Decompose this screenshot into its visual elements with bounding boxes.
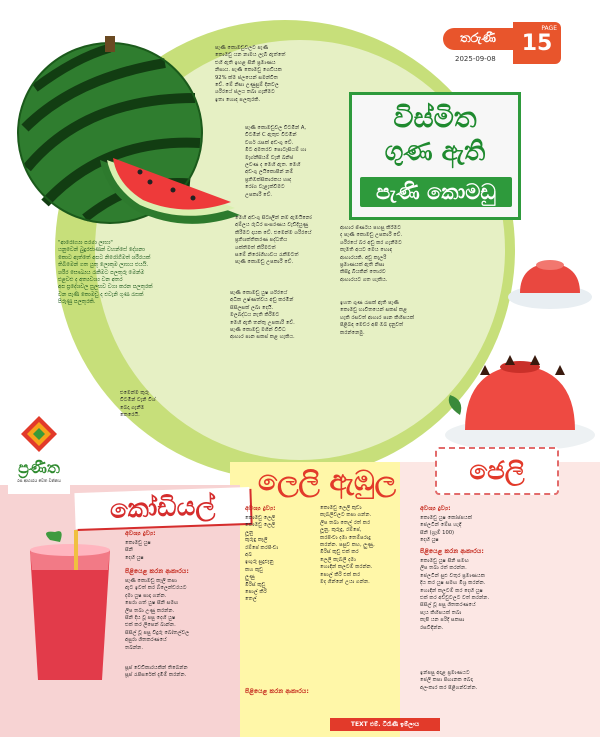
cordial-ingredients-heading: අවශ්‍ය ද්‍රව්‍ය: [125,530,156,537]
jelly-method: කොමඩු යුෂ සීනි සමඟ ලිප තබා රත් කරන්න. ජෙලටින් සුළු වතුර ප්‍රමාණයක දිය කර යුෂ සමඟ මිශ්‍ර කරන්න. හොඳින් කලවම් කර දෙහි යුෂ එක් කර අච්චුවලට වත් කරන්න. සිසිල් වූ පසු ශීතකරණයේ පැය කිහිපයක් තබා කැපී යන පරිදි සකසා රසවිඳින්න. [420,558,490,631]
cordial-method: පැණි කොමඩු කෑලි කපා ඇට ඉවත් කර බ්ලෙන්ඩරයට දමා යුෂ සාදා ගන්න. පෙරා ගත් යුෂ සීනි සමඟ ලිප තබා උණු කරන්න. සීනි දිය වූ පසු දෙහි යුෂ එක් කර ලිපෙන් බාන්න. සිසිල් වූ පසු වීදුරු බෝතල්වල අසුරා ශීතකරණයේ තබන්න. [125,578,190,651]
leli-method-heading: පිළියෙළ කරන ආකාරය: [245,688,309,695]
issue-date: 2025-09-08 [455,55,496,63]
leli-title: ලෙලි ඇඹුල [258,464,396,497]
jelly-ingredients-heading: අවශ්‍ය ද්‍රව්‍ය: [420,505,451,512]
circle-text-right3: ඉහත ගුණ රැසක් ඇති පැණි කොමඩු භාවිතයෙන් සකස් කළ හැකි රසවත් ආහාර පාන කිහිපයක් පිළිබඳ මෙවර අපි ඔබ දැනුවත් කරන්නෙමු. [340,300,415,336]
leli-method: කොමඩු ලෙලි කුඩා කැබලිවලට කපා ගන්න. ලිප තබා තෙල් රත් කර ලූනු, කුරුඳු, රම්පේ, කරපිංචා දමා තෙම්පරාදු කරන්න. පසුව කහ, ලුණු, මිරිස් කුඩු එක් කර ලෙලි කැබලි දමා හොඳින් කලවම් කරන්න. පොල් කිරි එක් කර මද ගින්නේ උයා ගන්න. [320,505,375,586]
intro-quote: "ආරෝග්‍යා පරමා ලාභා" යනුවෙන් බුදුරජාණන් වහන්සේ දේශනා කොට ඇත්තේ අපට නිරෝගීමත් ශරීරයක් තිබීමෙන් ගත යුතු ලොකුම ලාභය එයයි. ශරීර සෞඛ්‍යය රැකීමට පලතුරු මෙන්ම එළවළු ද අත්‍යවශ්‍ය වන අතර අප ප්‍රදේශවල සුලභව වගා කරන පලතුරක් වන පැණි කොමඩු ද එවැනි ගුණ රැසක් පිරුණු පලතුරකි. [58,240,153,306]
page-number: 15 [521,31,553,56]
left-bottom-text: එමෙන්ම කුරු විටමින් වැනි විශ් බෙදා ගැනීම කෙරෙයි. [120,390,156,419]
circle-text-right2: ආහාර ජීර්ණය පහසු කිරීමට ද පැණි කොමඩු උපකාරී වේ. ශරීරයේ බර අඩු කර ගැනීමට කැමති අයට මෙය හොඳ ආහාරයකි. අඩු කැලරි ප්‍රමාණයක් ඇති නිසා කිසිදු බියකින් තොරව ආහාරයට ගත හැකිය. [340,225,403,283]
circle-text-right: පැණි කොමඩුවල විටමින් A, විටමින් C ඇතුළු විටමින් වර්ග රැසක් අඩංගු වේ. මීට අමතරව පොටෑසියම් හා මැග්නීසියම් වැනි ඛනිජ ලවණ ද මෙහි ඇත. මෙහි අඩංගු ලයිකොපීන් නම් ප්‍රතිඔක්සිකාරකය හෘද රෝග වැළැක්වීමට උපකාරී වේ. [245,125,307,198]
watermelon-slice-image [95,120,245,230]
text-credit: TEXT එම්. ටිරෑණි ඉම්ලාය [330,718,440,731]
cordial-note: සූප් වෙඩිකාරයකින් තිබෙන්න සූප් රැපිසරේක් දැමීම් කරන්න. [125,665,188,679]
brand-emblem-icon [19,414,59,454]
jelly-small-image [495,235,595,315]
cordial-glass-image [10,530,130,690]
magazine-masthead: තරුණී [443,28,513,50]
jelly-extra: ඉන්පසු අදාළ ප්‍රමාණයට ජෙලි කපා පිඟානක බෙදා අලංකාර කර පිළිගන්වන්න. [420,670,478,691]
title-line-1: විස්මිත [393,101,477,134]
circle-text-top: පැණි කොමඩුවලට පැණි කොමඩු යන නාමය ලැබී ඇත්තේ එහි ඇති ඉහළ සීනි ප්‍රමාණය නිසාය. පැණි කොමඩු ගෙඩියක 92% ක්ම ජලයෙන් සමන්විත වේ. මේ නිසා උණුසුම් දිනවල ශරීරයේ ජලය තබා ගැනීමට ඉතා හොඳ පලතුරකි. [215,45,286,103]
brand-logo [8,412,70,494]
brand-tagline: රස ආහාරය වෙත වන්නය [17,478,61,483]
cordial-ingredients: කොමඩු යුෂ සීනි දෙහි යුෂ [125,540,151,561]
page-label: PAGE [541,25,557,32]
jelly-ingredients: කොමඩු යුෂ කෝප්පයක් ජෙලටින් මේස හැඳි සීනි (ග්‍රෑම් 100) දෙහි යුෂ [420,515,472,544]
leli-ingredients: කොමඩු ලෙලි කොමඩු ලෙලි ලූනු කුරුඳු කෑලි රම්පේ කරපිංචා අබ ඉඟුරු සුදුළූනු කහ කුඩු ලුණු මිරිස් කුඩු පොල් කිරි තෙල් [245,515,279,603]
cordial-title: කෝඩියල් [74,487,250,529]
jelly-large-image [420,335,600,455]
circle-text-lower: පැණි කොමඩු යුෂ ශරීරයේ අධික උෂ්ණත්වය අඩු කරමින් සිසිලසක් ලබා දෙයි. මලබද්ධය නැති කිරීමට මෙහි ඇති තන්තු උපකාරී වේ. පැණි කොමඩු මගින් විවිධ ආහාර පාන සකස් කළ හැකිය. [230,290,295,341]
circle-text-middle: මෙහි අඩංගු සිට්‍රුලීන් නම් ඇමයිනෝ අම්ලය රුධිර සංසරණය වැඩිදියුණු කිරීමට දායක වේ. එමෙන්ම ශරීරයේ ප්‍රතිශක්තිකරණ පද්ධතිය ශක්තිමත් කිරීමටත් සමේ නිරෝගීභාවය රැකීමටත් පැණි කොමඩු උපකාරී වේ. [235,215,312,266]
cordial-method-heading: පිළියෙළ කරන ආකාරය: [125,568,189,575]
jelly-title: ජෙලි [435,447,559,495]
leli-ingredients-heading: අවශ්‍ය ද්‍රව්‍ය: [245,505,276,512]
jelly-method-heading: පිළියෙළ කරන ආකාරය: [420,548,484,555]
title-line-3: පැණි කොමඩු [360,177,512,207]
title-line-2: ගුණ ඇති [384,137,486,167]
page-number-badge [513,22,561,64]
brand-name: ප්‍රණීත [18,458,60,477]
